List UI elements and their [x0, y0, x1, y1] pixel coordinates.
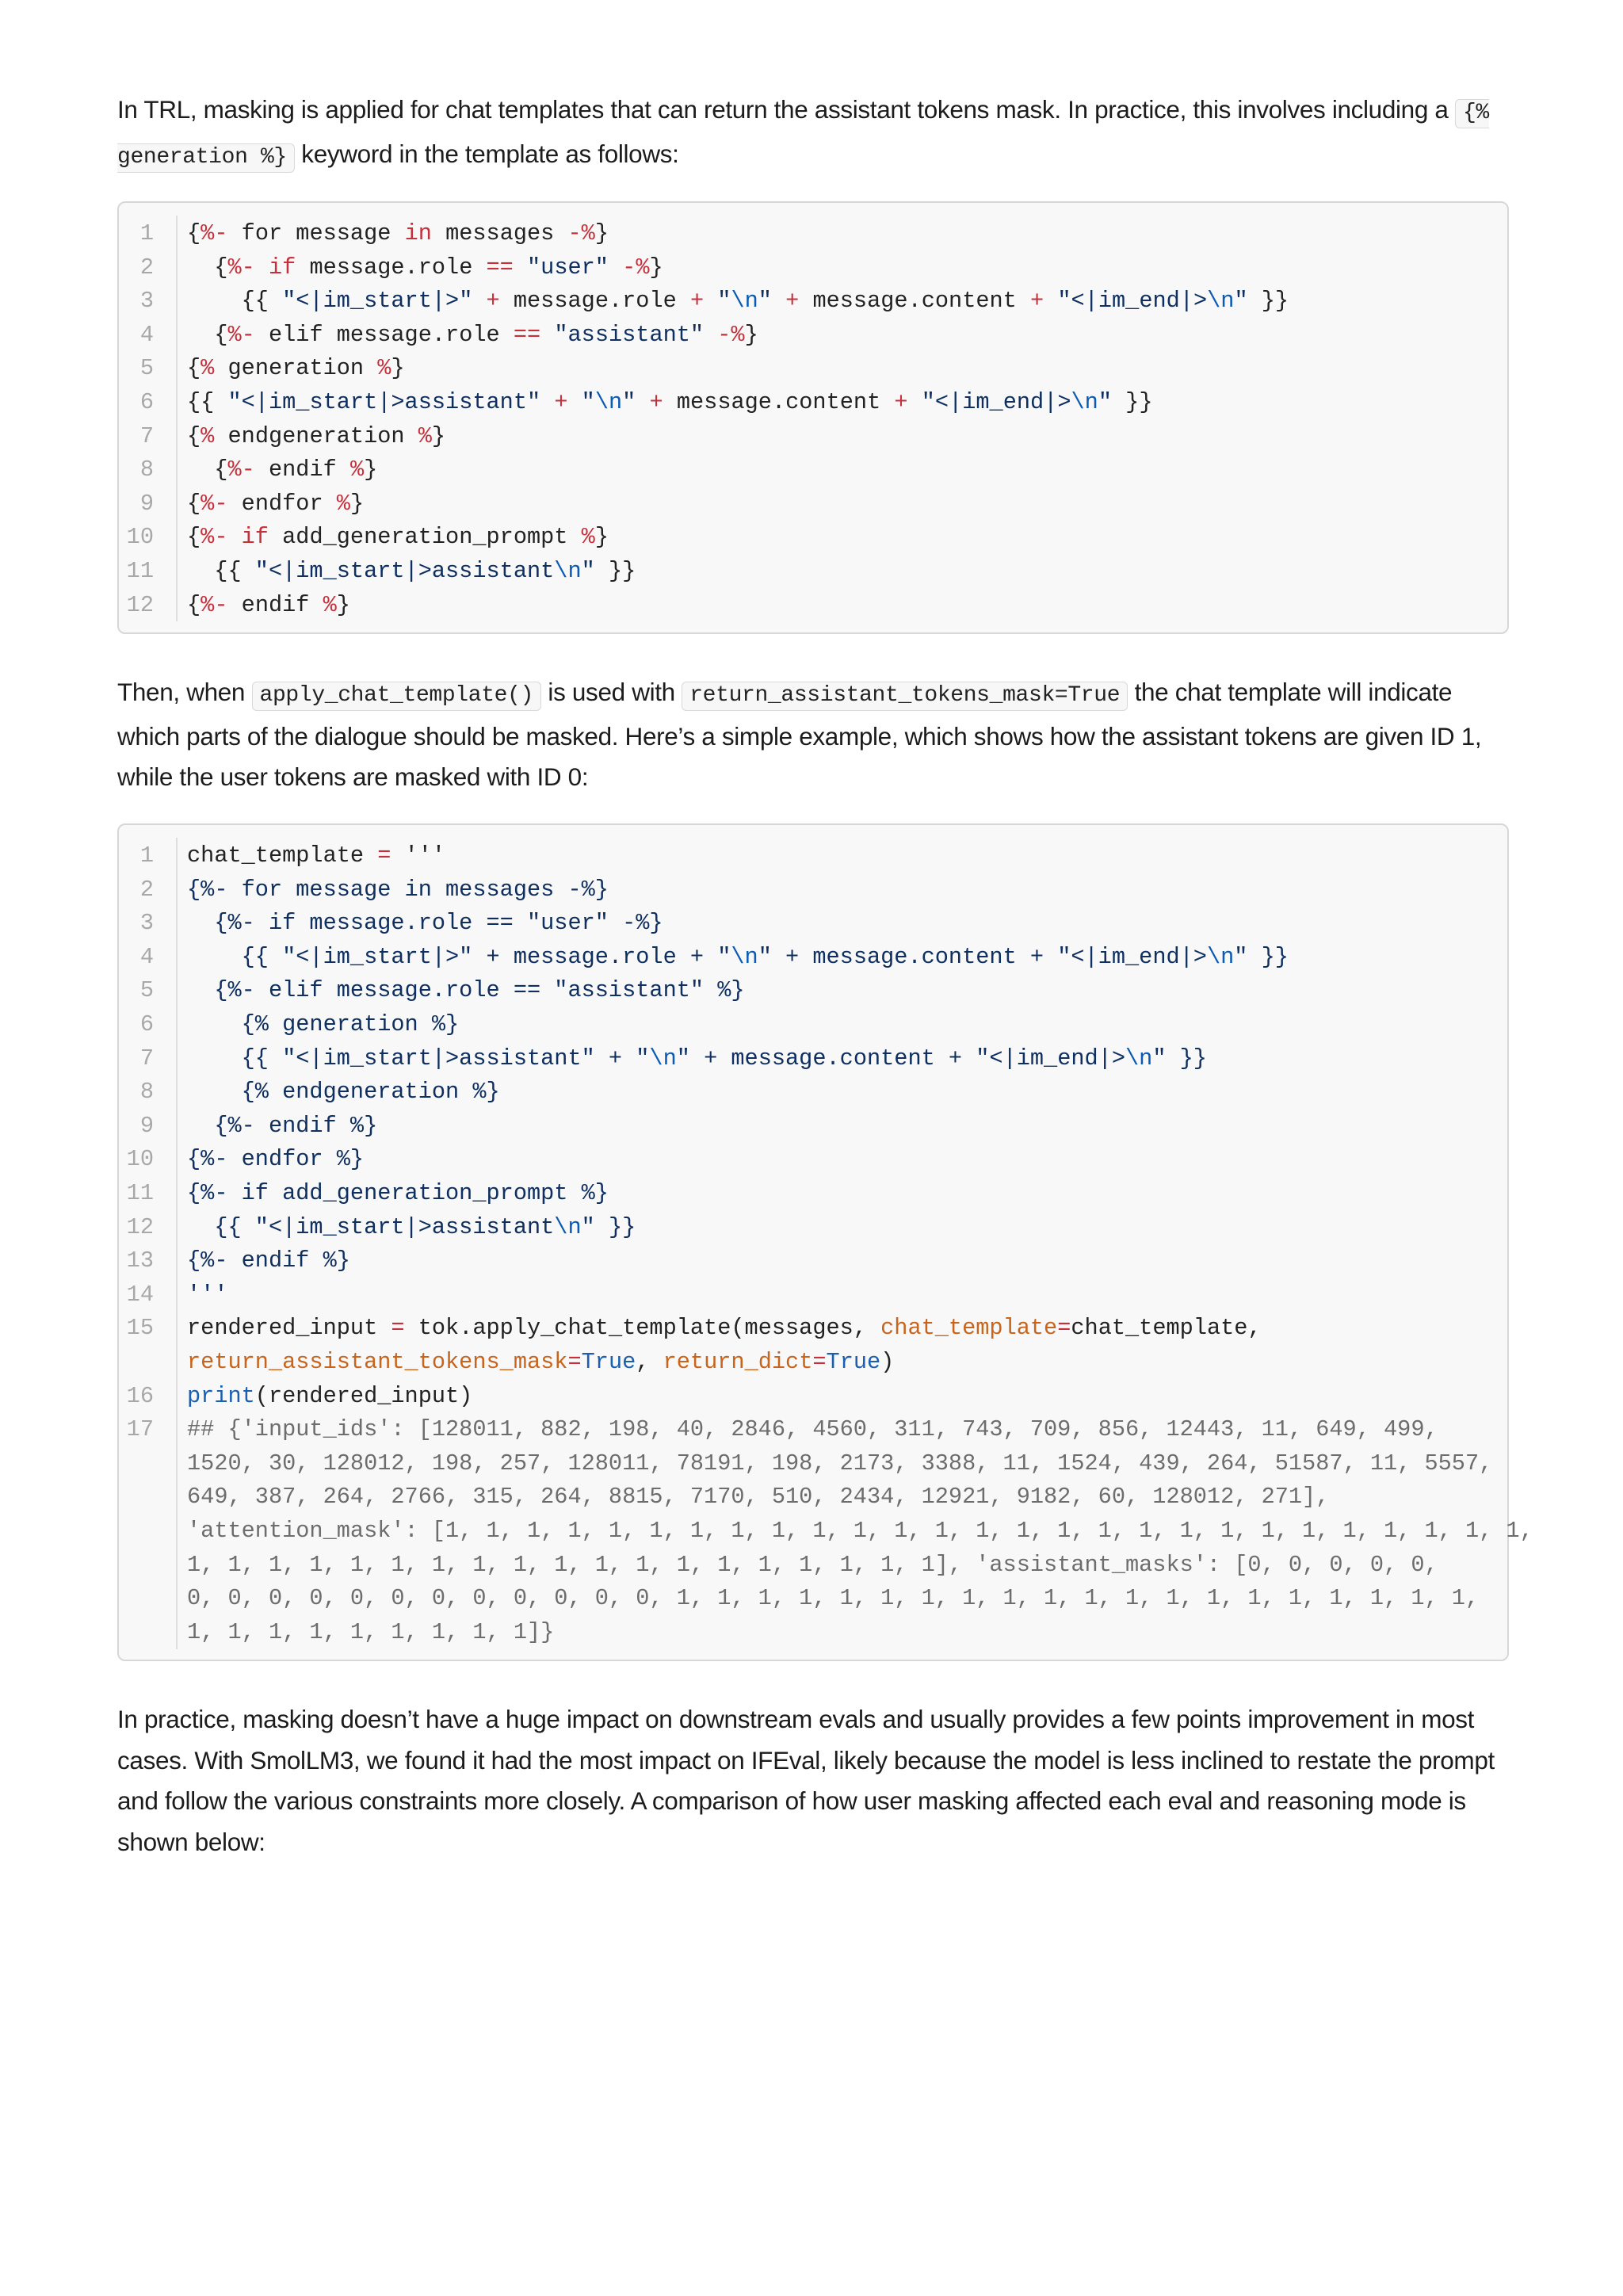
line-number: 1 [139, 220, 154, 246]
code-line [119, 217, 1498, 251]
code-token: endfor [227, 490, 337, 517]
code-token: "user" [527, 254, 609, 281]
code-line [119, 1075, 1498, 1110]
code-token: \n [649, 1045, 677, 1072]
line-number: 1 [139, 842, 154, 869]
code-token: 0, 0, 0, 0, 0, 0, 0, 0, 0, 0, 0, 0, 1, 1, 1, 1, 1, 1, 1, 1, 1, 1, 1, 1, 1, 1, 1, 1, 1, 1, 1, 1, [187, 1585, 1480, 1612]
code-token: { [187, 524, 201, 551]
code-token [609, 254, 622, 281]
code-token: endif [254, 457, 350, 483]
code-token [704, 322, 717, 348]
line-number: 5 [139, 977, 154, 1004]
line-number: 4 [139, 321, 154, 348]
code-token: ''' [187, 1281, 228, 1308]
code-token: { [187, 422, 201, 449]
intro-text-before: In TRL, masking is applied for chat templates that can return the assistant tokens mask. In practice, this involves including a [117, 95, 1455, 124]
code-token: == [486, 254, 514, 281]
code-line [119, 907, 1498, 941]
code-token: + [1030, 288, 1044, 315]
code-token [636, 389, 649, 415]
code-line [119, 1447, 1498, 1481]
code-token: %- [227, 321, 255, 348]
code-token: \n [594, 389, 623, 415]
code-token: \n [1125, 1045, 1153, 1072]
code-token: elif message.role [254, 321, 514, 348]
final-paragraph: In practice, masking doesn’t have a huge impact on downstream evals and usually provides a few points improvement in most cases. With SmolLM3, we found it had the most impact on IFEval, likely because the model is less inclined to restate the prompt and follow the various constraints more closely. A comparison of how user masking affected each eval and reasoning mode is shown below: [117, 1705, 1495, 1857]
inline-code-apply-chat-template: apply_chat_template() [252, 682, 542, 711]
code-token [1044, 288, 1057, 314]
code-token: tok.apply_chat_template(messages, [404, 1315, 881, 1342]
line-number: 3 [139, 288, 154, 315]
code-token: + [689, 288, 705, 315]
code-token: % [323, 591, 337, 618]
code-text [187, 1278, 227, 1312]
code-token: + [785, 288, 800, 315]
code-token: \n [731, 288, 758, 315]
code-token: + [894, 389, 908, 415]
code-token: chat_template [187, 842, 378, 869]
code-text [187, 1075, 500, 1110]
code-token: \n [1207, 288, 1235, 315]
code-token: in [404, 220, 432, 246]
line-number: 15 [126, 1315, 154, 1342]
line-number: 11 [126, 1180, 154, 1206]
code-token: %- [227, 457, 255, 483]
code-line [119, 1480, 1498, 1515]
code-token: }} [1247, 288, 1289, 315]
line-number: 6 [139, 1011, 154, 1037]
code-token: ## {'input_ids': [128011, 882, 198, 40, 2846, 4560, 311, 743, 709, 856, 12443, 11, 649, 499, [187, 1416, 1438, 1443]
code-text [187, 1110, 377, 1144]
code-token: endif [227, 591, 323, 618]
code-token [540, 322, 554, 348]
code-line [119, 1211, 1498, 1245]
code-text [187, 1211, 636, 1245]
code-token: {{ [187, 558, 255, 584]
code-token: " [581, 389, 595, 415]
code-text [187, 420, 445, 454]
code-token: % [349, 457, 365, 483]
code-text [187, 974, 745, 1008]
code-token: " [717, 288, 731, 315]
code-text [187, 386, 1152, 420]
inline-code-generation: {% generation %} [117, 99, 1489, 173]
code-token [514, 254, 527, 281]
code-token: {{ "<|im_start|>assistant" + " [187, 1045, 650, 1072]
code-token: }} [594, 558, 636, 584]
code-line [119, 420, 1498, 454]
code-text [187, 839, 445, 873]
line-number: 12 [126, 591, 154, 618]
middle-text-2: is used with [541, 678, 682, 706]
code-token: {% endgeneration %} [187, 1079, 500, 1106]
code-text [187, 1616, 554, 1650]
code-token: {%- if message.role == "user" -%} [187, 910, 663, 937]
inline-code-return-mask: return_assistant_tokens_mask=True [682, 682, 1128, 711]
code-token: " + message.content + "<|im_end|> [676, 1045, 1125, 1072]
code-text [187, 1380, 472, 1414]
code-token: + [486, 288, 500, 315]
line-number: 13 [126, 1247, 154, 1274]
code-token: return_dict [663, 1349, 813, 1375]
code-token: {%- if add_generation_prompt %} [187, 1180, 609, 1206]
line-number: 3 [139, 910, 154, 937]
code-token: message.role [296, 254, 487, 281]
code-token: \n [1206, 943, 1235, 970]
intro-paragraph [117, 90, 1512, 178]
code-line [119, 1008, 1498, 1042]
code-line [119, 873, 1498, 907]
code-text [187, 1413, 1438, 1447]
code-token: \n [1071, 389, 1098, 415]
code-token: " [1234, 288, 1248, 315]
code-text [187, 285, 1289, 319]
code-line [119, 1616, 1498, 1650]
code-token: } [744, 321, 758, 348]
code-token: " [622, 389, 636, 415]
code-token: } [391, 355, 405, 382]
code-text [187, 251, 663, 285]
code-line [119, 285, 1498, 319]
code-token: %- if [200, 524, 269, 551]
code-token: = [567, 1349, 582, 1375]
code-token: "assistant" [554, 321, 705, 348]
code-token: " }} [1152, 1045, 1207, 1072]
code-token: "<|im_start|>assistant" [227, 389, 541, 415]
code-token: {{ [187, 389, 228, 415]
line-number: 2 [139, 876, 154, 903]
code-line [119, 941, 1498, 975]
code-token: % [581, 524, 595, 551]
line-number: 10 [126, 524, 154, 551]
code-line [119, 974, 1498, 1008]
code-token: messages [431, 220, 568, 246]
code-token: { [187, 591, 201, 618]
code-token: 'attention_mask': [1, 1, 1, 1, 1, 1, 1, 1, 1, 1, 1, 1, 1, 1, 1, 1, 1, 1, 1, 1, 1, 1, 1, 1, 1, 1, 1, [187, 1518, 1533, 1544]
code-text [187, 907, 663, 941]
code-token: { [187, 457, 228, 483]
code-line [119, 1244, 1498, 1278]
code-token: ''' [391, 842, 446, 869]
code-token: = [377, 842, 391, 869]
code-token: } [594, 220, 609, 246]
code-text [187, 1244, 350, 1278]
line-number: 7 [139, 1045, 154, 1072]
code-token: , [636, 1349, 663, 1375]
code-token: generation [214, 355, 378, 382]
code-line [119, 1042, 1498, 1076]
code-text [187, 352, 405, 386]
code-text [187, 1549, 1438, 1583]
code-text [187, 873, 609, 907]
code-token: } [594, 524, 609, 551]
code-token [568, 389, 582, 415]
middle-text-1: Then, when [117, 678, 252, 706]
code-line [119, 1582, 1498, 1616]
code-token: %- if [227, 254, 296, 281]
code-token: message.content [663, 389, 895, 415]
code-token: %- [200, 220, 242, 246]
code-line [119, 251, 1498, 285]
code-token: % [377, 355, 391, 382]
code-token: = [1057, 1315, 1071, 1342]
code-token: 1, 1, 1, 1, 1, 1, 1, 1, 1, 1, 1, 1, 1, 1, 1, 1, 1, 1, 1], 'assistant_masks': [0, 0, 0, 0, 0, [187, 1551, 1438, 1578]
code-text [187, 453, 377, 487]
code-token: "<|im_start|>assistant [254, 558, 555, 584]
code-token: { [187, 254, 228, 281]
code-token: " [581, 558, 595, 584]
code-token: { [187, 490, 201, 517]
code-token: }} [1112, 389, 1153, 415]
code-text [187, 217, 609, 251]
code-token: {{ "<|im_start|>assistant [187, 1213, 555, 1240]
code-token: "<|im_start|>" [282, 288, 473, 315]
code-text [187, 1515, 1533, 1549]
code-text [187, 521, 609, 555]
code-token [704, 288, 717, 314]
code-token: True [581, 1349, 636, 1375]
code-token: ) [880, 1349, 895, 1375]
code-token [908, 389, 922, 415]
line-number: 16 [126, 1382, 154, 1409]
code-token: -% [622, 254, 650, 281]
code-line [119, 1143, 1498, 1177]
code-token: } [336, 591, 350, 618]
code-token: "<|im_end|> [921, 389, 1071, 415]
code-token: {%- endfor %} [187, 1146, 365, 1173]
line-number: 10 [126, 1146, 154, 1173]
code-text [187, 487, 364, 521]
code-token: + [554, 389, 568, 415]
code-block-example [117, 823, 1533, 1661]
code-token: 1, 1, 1, 1, 1, 1, 1, 1, 1]} [187, 1618, 555, 1645]
code-line [119, 352, 1498, 386]
code-token: % [200, 422, 215, 449]
line-number: 17 [126, 1416, 154, 1443]
code-token: 1520, 30, 128012, 198, 257, 128011, 78191, 198, 2173, 3388, 11, 1524, 439, 264, 51587, 11, 5557, [187, 1450, 1493, 1477]
code-token: chat_template, [1071, 1315, 1262, 1342]
code-token: {%- endif %} [187, 1112, 378, 1139]
line-number: 4 [139, 943, 154, 970]
code-token: %- [200, 490, 228, 517]
line-number: 8 [139, 457, 154, 483]
code-line [119, 1380, 1498, 1414]
code-token: " [1098, 389, 1112, 415]
code-line [119, 319, 1498, 353]
line-number: 2 [139, 254, 154, 281]
code-token: -% [567, 220, 595, 246]
code-line [119, 1346, 1498, 1380]
code-text [187, 941, 1289, 975]
code-token: " }} [581, 1213, 636, 1240]
code-token: (rendered_input) [254, 1382, 473, 1409]
code-line [119, 589, 1498, 623]
code-token: {%- for message in messages -%} [187, 876, 609, 903]
code-text [187, 555, 636, 589]
line-number: 9 [139, 1112, 154, 1139]
code-token: {%- endif %} [187, 1247, 350, 1274]
line-number: 14 [126, 1281, 154, 1308]
code-token: = [812, 1349, 827, 1375]
code-text [187, 1312, 1262, 1346]
code-token: % [418, 422, 432, 449]
line-number: 7 [139, 422, 154, 449]
line-number: 12 [126, 1213, 154, 1240]
line-number: 9 [139, 490, 154, 517]
code-token: } [364, 457, 378, 483]
code-token: {%- elif message.role == "assistant" %} [187, 977, 745, 1004]
code-token: " }} [1234, 943, 1289, 970]
code-token: \n [554, 1213, 582, 1240]
code-token: add_generation_prompt [268, 524, 582, 551]
code-line [119, 386, 1498, 420]
code-text [187, 1042, 1207, 1076]
code-token: } [431, 422, 446, 449]
code-token: = [391, 1315, 405, 1342]
code-token: print [187, 1382, 255, 1409]
code-text [187, 1143, 364, 1177]
code-line [119, 1515, 1533, 1549]
code-line [119, 1278, 1498, 1312]
code-token [772, 288, 785, 314]
code-line [119, 1549, 1498, 1583]
code-line [119, 555, 1498, 589]
code-token: {{ [187, 288, 283, 315]
code-token: message.content [799, 288, 1031, 315]
code-text [187, 1447, 1492, 1481]
code-token: message.role [499, 288, 690, 315]
code-block-chat-template [117, 201, 1509, 634]
code-token: 649, 387, 264, 2766, 315, 264, 8815, 7170, 510, 2434, 12921, 9182, 60, 128012, 271], [187, 1484, 1330, 1511]
code-line [119, 1110, 1498, 1144]
line-number: 5 [139, 355, 154, 382]
code-line [119, 487, 1498, 521]
code-token [472, 288, 486, 314]
code-token: } [349, 490, 365, 517]
code-token: {{ "<|im_start|>" + message.role + " [187, 943, 731, 970]
line-number: 6 [139, 389, 154, 415]
intro-text-after: keyword in the template as follows: [294, 139, 679, 168]
code-line [119, 453, 1498, 487]
middle-paragraph [117, 672, 1512, 798]
code-token: { [187, 321, 228, 348]
code-token: == [513, 321, 541, 348]
code-line [119, 839, 1498, 873]
code-token: for message [241, 220, 405, 246]
code-token: " + message.content + "<|im_end|> [758, 943, 1207, 970]
line-number: 8 [139, 1079, 154, 1106]
code-token: " [758, 288, 772, 315]
code-token: {% generation %} [187, 1011, 460, 1037]
code-token: { [187, 355, 201, 382]
code-text [187, 1008, 459, 1042]
code-token: endgeneration [214, 422, 418, 449]
code-token: % [200, 355, 215, 382]
code-text [187, 319, 758, 353]
code-line [119, 1312, 1498, 1346]
code-token: %- [200, 591, 228, 618]
code-token: chat_template [880, 1315, 1058, 1342]
code-token: rendered_input [187, 1315, 391, 1342]
middle-text-3: the chat template will indicate which parts of the dialogue should be masked. Here’s a simple example, which shows how the assistant tokens are given ID 1, while the user tokens are masked with ID 0: [117, 678, 1482, 792]
code-token: + [649, 389, 663, 415]
code-token [540, 389, 554, 415]
code-token: \n [554, 558, 582, 584]
code-text [187, 1582, 1479, 1616]
code-line [119, 1413, 1498, 1447]
code-token: \n [731, 943, 758, 970]
code-line [119, 1177, 1498, 1211]
code-token: { [187, 220, 201, 246]
code-line [119, 521, 1498, 555]
code-token: return_assistant_tokens_mask [187, 1349, 568, 1375]
code-token: True [826, 1349, 881, 1375]
code-text [187, 1346, 894, 1380]
code-text [187, 1480, 1329, 1515]
code-token: "<|im_end|> [1057, 288, 1208, 315]
code-token: -% [717, 321, 745, 348]
code-text [187, 589, 350, 623]
code-token: } [649, 254, 663, 281]
code-token: % [336, 490, 350, 517]
line-number: 11 [126, 558, 154, 584]
code-text [187, 1177, 609, 1211]
